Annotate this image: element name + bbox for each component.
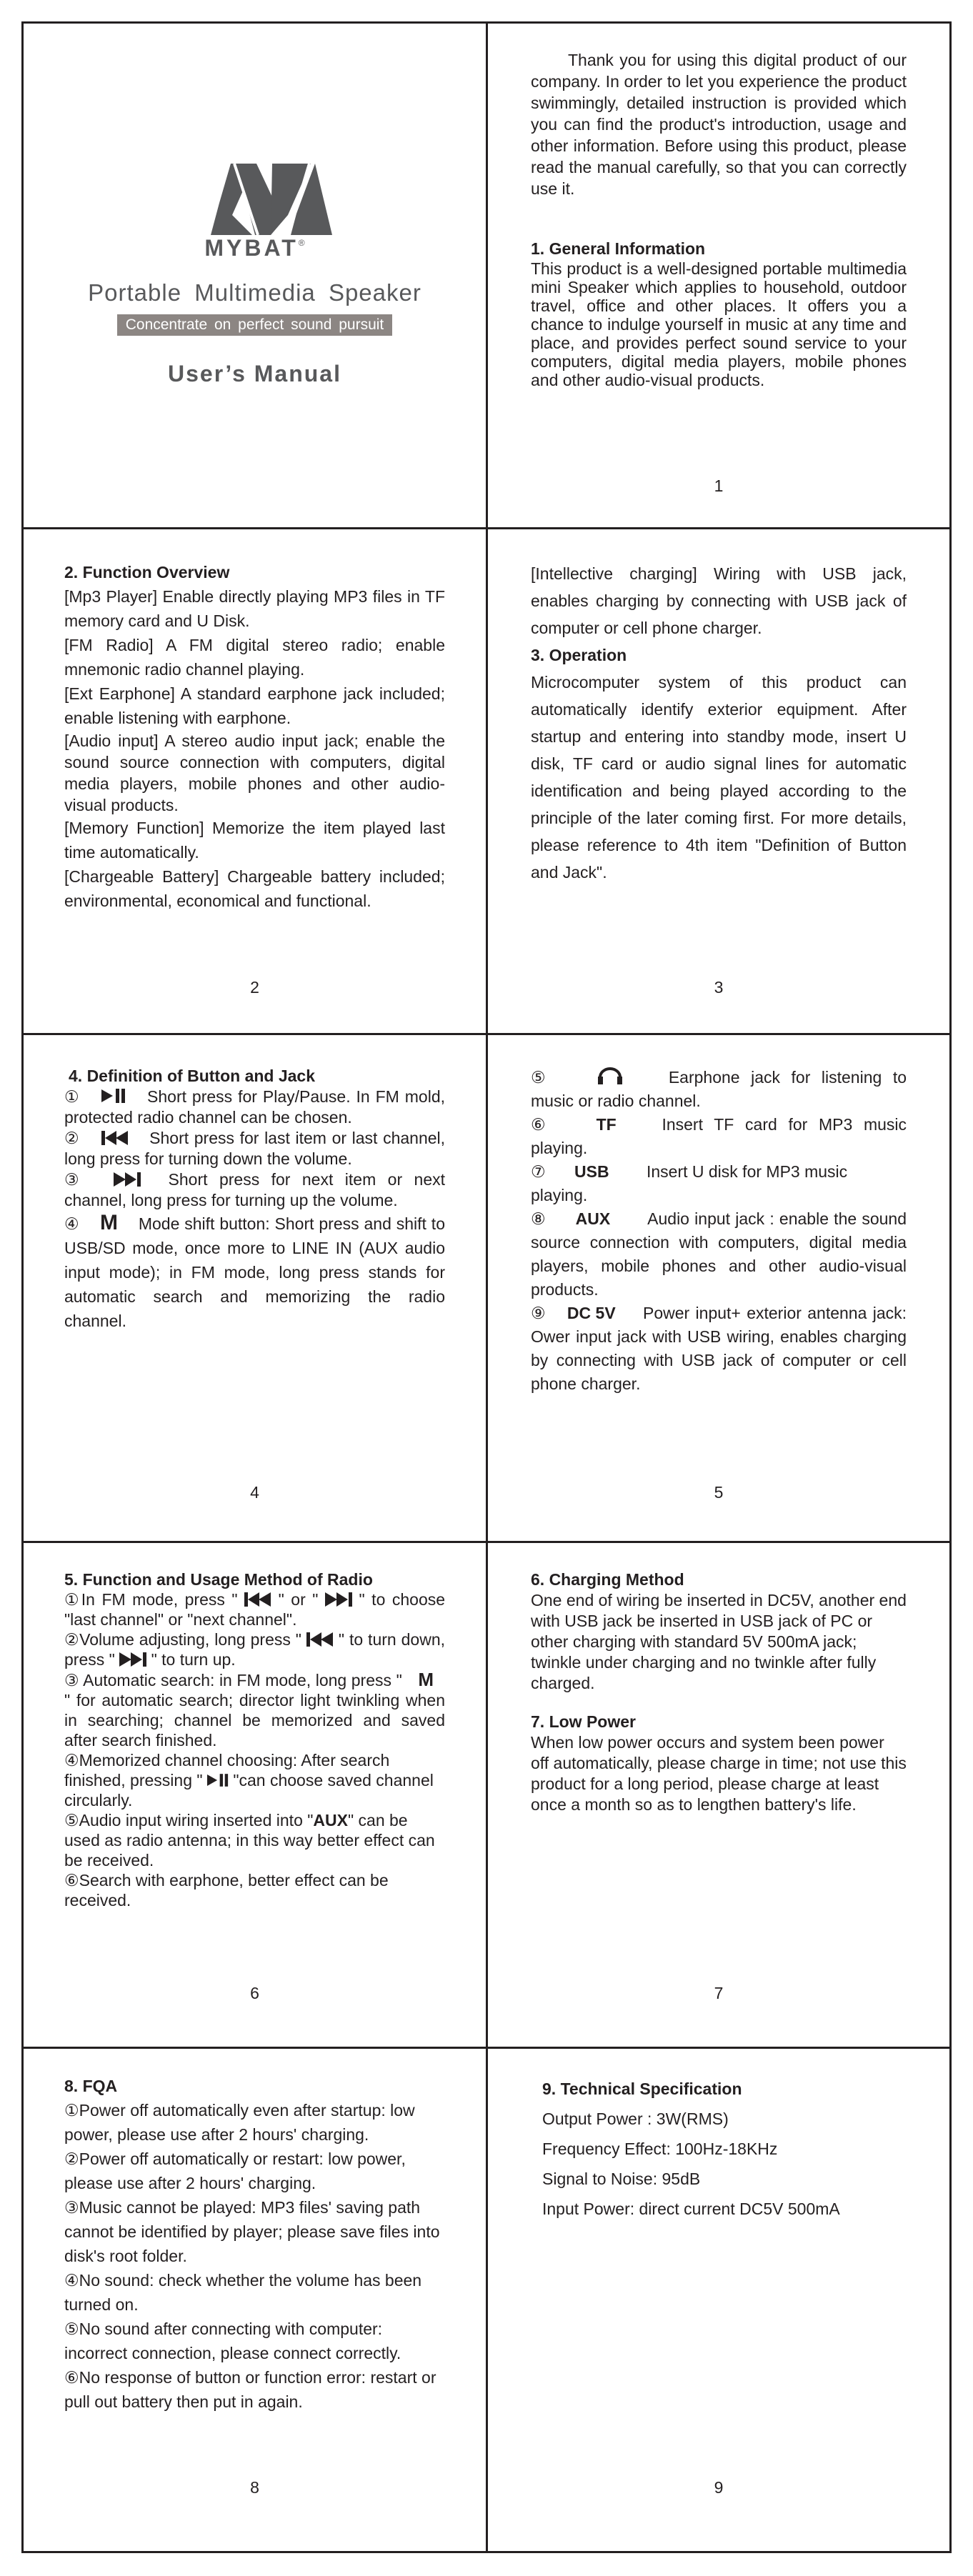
section-heading: 6. Charging Method — [531, 1570, 684, 1589]
item-marker: ⑦ — [531, 1162, 546, 1181]
item-marker: ③ — [64, 1170, 86, 1189]
next-track-icon — [325, 1592, 352, 1607]
spec-input-power: Input Power: direct current DC5V 500mA — [542, 2200, 840, 2218]
page-8 — [24, 2050, 486, 2551]
item-marker: ⑨ — [531, 1304, 547, 1322]
button-definition: ② Short press for last item or last channel, long press for turning down the volume. — [64, 1129, 446, 1168]
button-definition: ④ M Mode shift button: Short press and shift to USB/SD mode, once more to LINE IN (AUX audio input mode); in FM mode, long press stands for automatic search and memorizing the radio channel. — [64, 1211, 445, 1330]
radio-instruction: ①In FM mode, press " " or " " to choose "last channel" or "next channel". — [64, 1590, 446, 1629]
jack-definition: ⑨ DC 5V Power input+ exterior antenna jack: Ower input jack with USB wiring, enables charging by connecting with USB jack of computer or cell phone charger. — [531, 1302, 907, 1396]
item-marker: ① — [64, 1087, 81, 1106]
feature-item: [Ext Earphone] A standard earphone jack included; enable listening with earphone. — [64, 684, 445, 727]
spec-signal-noise: Signal to Noise: 95dB — [542, 2170, 701, 2188]
button-definition: ③ Short press for next item or next channel, long press for turning up the volume. — [64, 1170, 446, 1209]
next-track-icon — [119, 1652, 146, 1667]
previous-track-icon — [244, 1592, 271, 1607]
headphones-icon — [597, 1066, 623, 1089]
section-body: This product is a well-designed portable multimedia mini Speaker which applies to household, outdoor travel, office and other places. It offers you a chance to indulge yourself in music at any time and place, and provides perfect sound service to your computers, digital media players, mobile phones and other audio-visual products. — [531, 259, 907, 389]
page-number: 9 — [714, 2478, 724, 2497]
page-number: 7 — [714, 1984, 724, 2002]
previous-track-icon — [306, 1632, 334, 1647]
page-4 — [24, 1036, 486, 1542]
item-marker: ② — [64, 1129, 80, 1147]
section-body: One end of wiring be inserted in DC5V, another end with USB jack be inserted in USB jack of PC or other charging with standard 5V 500mA jack; twinkle under charging and no twinkle after fully charged. — [531, 1591, 907, 1692]
feature-item: [Audio input] A stereo audio input jack; enable the sound source connection with computers, digital media players, mobile phones and other audio-visual products. — [64, 732, 445, 814]
button-definition: ① Short press for Play/Pause. In FM mold, protected radio channel can be chosen. — [64, 1087, 446, 1127]
page-7 — [488, 1544, 949, 2047]
next-track-icon — [114, 1169, 141, 1190]
page-number: 6 — [250, 1984, 259, 2002]
brand-name: MYBAT® — [204, 235, 305, 261]
page-number: 3 — [714, 978, 724, 997]
manual-title: User’s Manual — [168, 361, 341, 386]
spec-frequency: Frequency Effect: 100Hz-18KHz — [542, 2140, 778, 2158]
previous-track-icon — [101, 1128, 129, 1149]
feature-item: [Intellective charging] Wiring with USB jack, enables charging by connecting with USB jack of computer or cell phone charger. — [531, 564, 907, 637]
jack-definition: ⑤ Earphone jack for listening to music or radio channel. — [531, 1066, 907, 1113]
radio-instruction: ⑥Search with earphone, better effect can be received. — [64, 1871, 389, 1909]
section-heading: 7. Low Power — [531, 1712, 636, 1731]
page-number: 8 — [250, 2478, 259, 2497]
feature-item: [Memory Function] Memorize the item played last time automatically. — [64, 819, 445, 862]
play-pause-icon — [101, 1087, 126, 1107]
item-marker: ⑥ — [531, 1115, 552, 1134]
section-heading: 3. Operation — [531, 646, 627, 664]
section-heading: 5. Function and Usage Method of Radio — [64, 1570, 373, 1589]
faq-item: ⑥No response of button or function error: restart or pull out battery then put in again. — [64, 2368, 436, 2411]
usb-label: USB — [574, 1162, 609, 1181]
mode-m-icon: M — [99, 1211, 118, 1234]
item-marker: ⑧ — [531, 1209, 547, 1228]
section-heading: 9. Technical Specification — [542, 2080, 742, 2098]
feature-item: [FM Radio] A FM digital stereo radio; enable mnemonic radio channel playing. — [64, 636, 445, 679]
faq-item: ①Power off automatically even after startup: low power, please use after 2 hours' charging. — [64, 2101, 415, 2144]
section-body: Microcomputer system of this product can automatically identify exterior equipment. After startup and entering into standby mode, insert U disk, TF card or audio signal lines for automatic identification and being played according to the principle of the later coming first. For more details, please reference to 4th item "Definition of Button and Jack". — [531, 673, 907, 882]
jack-definition: ⑥ TF Insert TF card for MP3 music playing. — [531, 1113, 907, 1160]
jack-definition: ⑦ USB Insert U disk for MP3 music playing. — [531, 1160, 907, 1207]
play-pause-icon — [207, 1773, 229, 1787]
mybat-logo-icon — [211, 164, 332, 235]
section-heading: 2. Function Overview — [64, 563, 230, 581]
radio-instruction: ③ Automatic search: in FM mode, long press " M " for automatic search; director light twinkling when in searching; channel be memorized and saved after search finished. — [64, 1669, 445, 1749]
radio-instruction: ②Volume adjusting, long press " " to turn down, press " " to turn up. — [64, 1630, 445, 1669]
section-body: When low power occurs and system been power off automatically, please charge in time; not use this product for a long period, please charge at least once a month so as to lengthen battery's life. — [531, 1733, 907, 1814]
section-heading: 4. Definition of Button and Jack — [69, 1067, 316, 1085]
faq-item: ③Music cannot be played: MP3 files' saving path cannot be identified by player; please save files into disk's root folder. — [64, 2198, 440, 2265]
radio-instruction: ⑤Audio input wiring inserted into "AUX" can be used as radio antenna; in this way better effect can be received. — [64, 1811, 435, 1869]
page-6 — [24, 1544, 486, 2047]
page-3 — [488, 530, 949, 1034]
feature-item: [Mp3 Player] Enable directly playing MP3 files in TF memory card and U Disk. — [64, 587, 445, 630]
spec-output-power: Output Power : 3W(RMS) — [542, 2110, 729, 2128]
page-1 — [488, 24, 949, 528]
page-9 — [488, 2050, 949, 2551]
radio-instruction: ④Memorized channel choosing: After search finished, pressing " "can choose saved channel circularly. — [64, 1751, 434, 1809]
page-5 — [488, 1036, 949, 1542]
mode-m-icon: M — [418, 1669, 434, 1690]
aux-label: AUX — [575, 1209, 611, 1228]
cover-panel — [24, 24, 486, 528]
tagline-banner: Concentrate on perfect sound pursuit — [117, 314, 392, 336]
faq-item: ④No sound: check whether the volume has been turned on. — [64, 2271, 422, 2314]
dc5v-label: DC 5V — [567, 1304, 616, 1322]
tf-label: TF — [596, 1115, 617, 1134]
item-marker: ⑤ — [531, 1068, 552, 1087]
intro-paragraph: Thank you for using this digital product of our company. In order to let you experience the product swimmingly, detailed instruction is provided which you can find the product's introduction, usage and other information. Before using this product, please read the manual carefully, so that you can correctly use it. — [531, 51, 907, 198]
item-marker: ④ — [64, 1214, 80, 1233]
jack-definition: ⑧ AUX Audio input jack : enable the sound source connection with computers, digital media players, mobile phones and other audio-visual products. — [531, 1207, 907, 1302]
product-subtitle: Portable Multimedia Speaker — [88, 279, 421, 306]
faq-item: ②Power off automatically or restart: low power, please use after 2 hours' charging. — [64, 2150, 406, 2192]
feature-item: [Chargeable Battery] Chargeable battery included; environmental, economical and functional. — [64, 867, 445, 910]
section-heading: 8. FQA — [64, 2077, 118, 2095]
page-number: 5 — [714, 1483, 724, 1502]
section-heading: 1. General Information — [531, 239, 706, 258]
page-number: 4 — [250, 1483, 259, 1502]
page-number: 1 — [714, 476, 724, 495]
faq-item: ⑤No sound after connecting with computer: incorrect connection, please connect correctly. — [64, 2320, 401, 2362]
page-2 — [24, 530, 486, 1034]
page-number: 2 — [250, 978, 259, 997]
